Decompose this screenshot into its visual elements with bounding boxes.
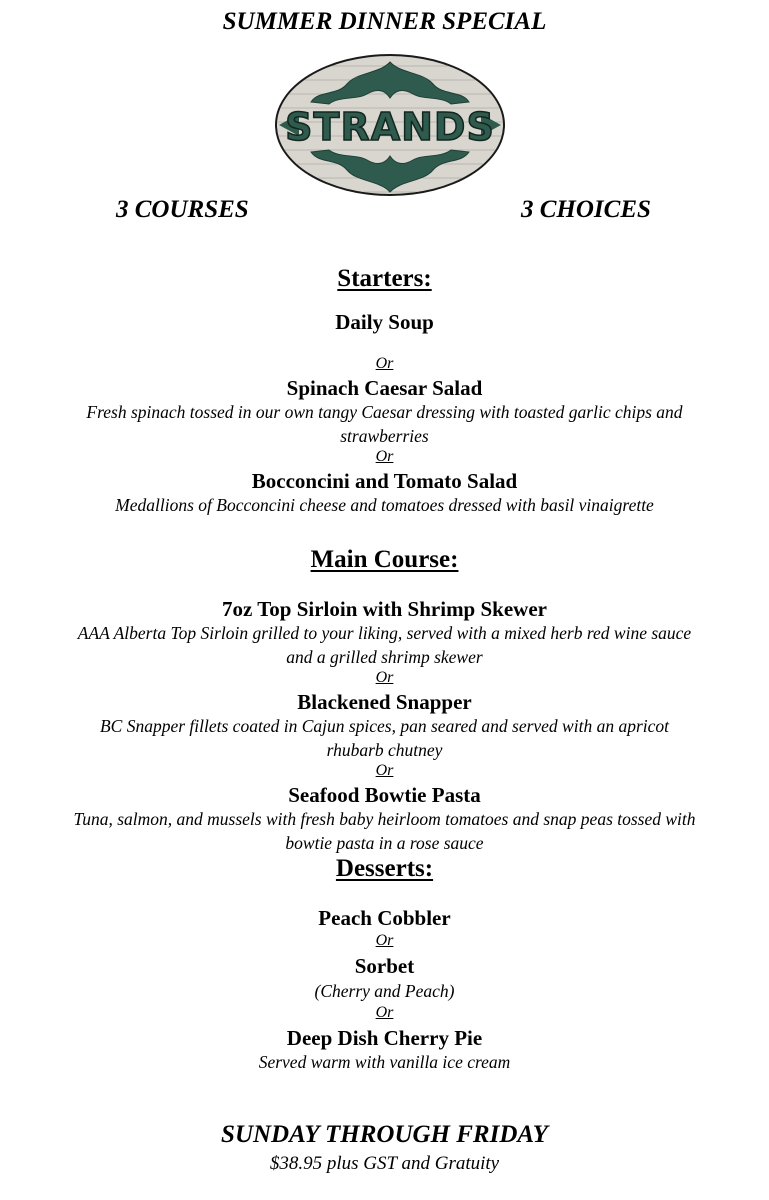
desserts-heading: Desserts: [335,855,434,882]
or-separator: Or [375,355,394,372]
menu-title: SUMMER DINNER SPECIAL [222,8,547,35]
starters-heading: Starters: [337,265,432,292]
choices-label: 3 CHOICES [521,196,651,223]
or-separator: Or [375,669,394,686]
logo-text: STRANDS [285,105,495,149]
starter-item-spinach-caesar: Spinach Caesar Salad [286,376,483,400]
dessert-desc-sorbet: (Cherry and Peach) [314,981,455,1001]
dessert-item-cherry-pie: Deep Dish Cherry Pie [286,1026,483,1050]
main-desc-bowtie-pasta-line1: Tuna, salmon, and mussels with fresh baby heirloom tomatoes and snap peas tossed with [73,809,696,829]
dessert-item-peach-cobbler: Peach Cobbler [318,906,451,930]
price-text: $38.95 plus GST and Gratuity [269,1153,500,1174]
availability-days: SUNDAY THROUGH FRIDAY [221,1121,548,1148]
or-separator: Or [375,762,394,779]
dessert-desc-cherry-pie: Served warm with vanilla ice cream [258,1052,511,1072]
starter-item-bocconcini: Bocconcini and Tomato Salad [251,469,518,493]
starter-desc-bocconcini: Medallions of Bocconcini cheese and tomatoes dressed with basil vinaigrette [115,495,654,515]
or-separator: Or [375,1004,394,1021]
strands-logo [273,52,507,198]
starter-desc-spinach-caesar-line2: strawberries [340,426,429,446]
courses-label: 3 COURSES [116,196,249,223]
main-desc-bowtie-pasta-line2: bowtie pasta in a rose sauce [285,833,484,853]
main-item-snapper: Blackened Snapper [297,690,472,714]
main-item-sirloin: 7oz Top Sirloin with Shrimp Skewer [222,597,547,621]
main-desc-snapper-line2: rhubarb chutney [326,740,443,760]
main-item-bowtie-pasta: Seafood Bowtie Pasta [288,783,481,807]
or-separator: Or [375,932,394,949]
main-desc-sirloin-line1: AAA Alberta Top Sirloin grilled to your liking, served with a mixed herb red wine sauce [77,623,692,643]
starter-desc-spinach-caesar-line1: Fresh spinach tossed in our own tangy Caesar dressing with toasted garlic chips and [86,402,683,422]
or-separator: Or [375,448,394,465]
starter-item-daily-soup: Daily Soup [335,310,434,334]
main-desc-sirloin-line2: and a grilled shrimp skewer [286,647,483,667]
main-desc-snapper-line1: BC Snapper fillets coated in Cajun spices, pan seared and served with an apricot [99,716,669,736]
main-course-heading: Main Course: [310,546,459,573]
dessert-item-sorbet: Sorbet [354,954,415,978]
